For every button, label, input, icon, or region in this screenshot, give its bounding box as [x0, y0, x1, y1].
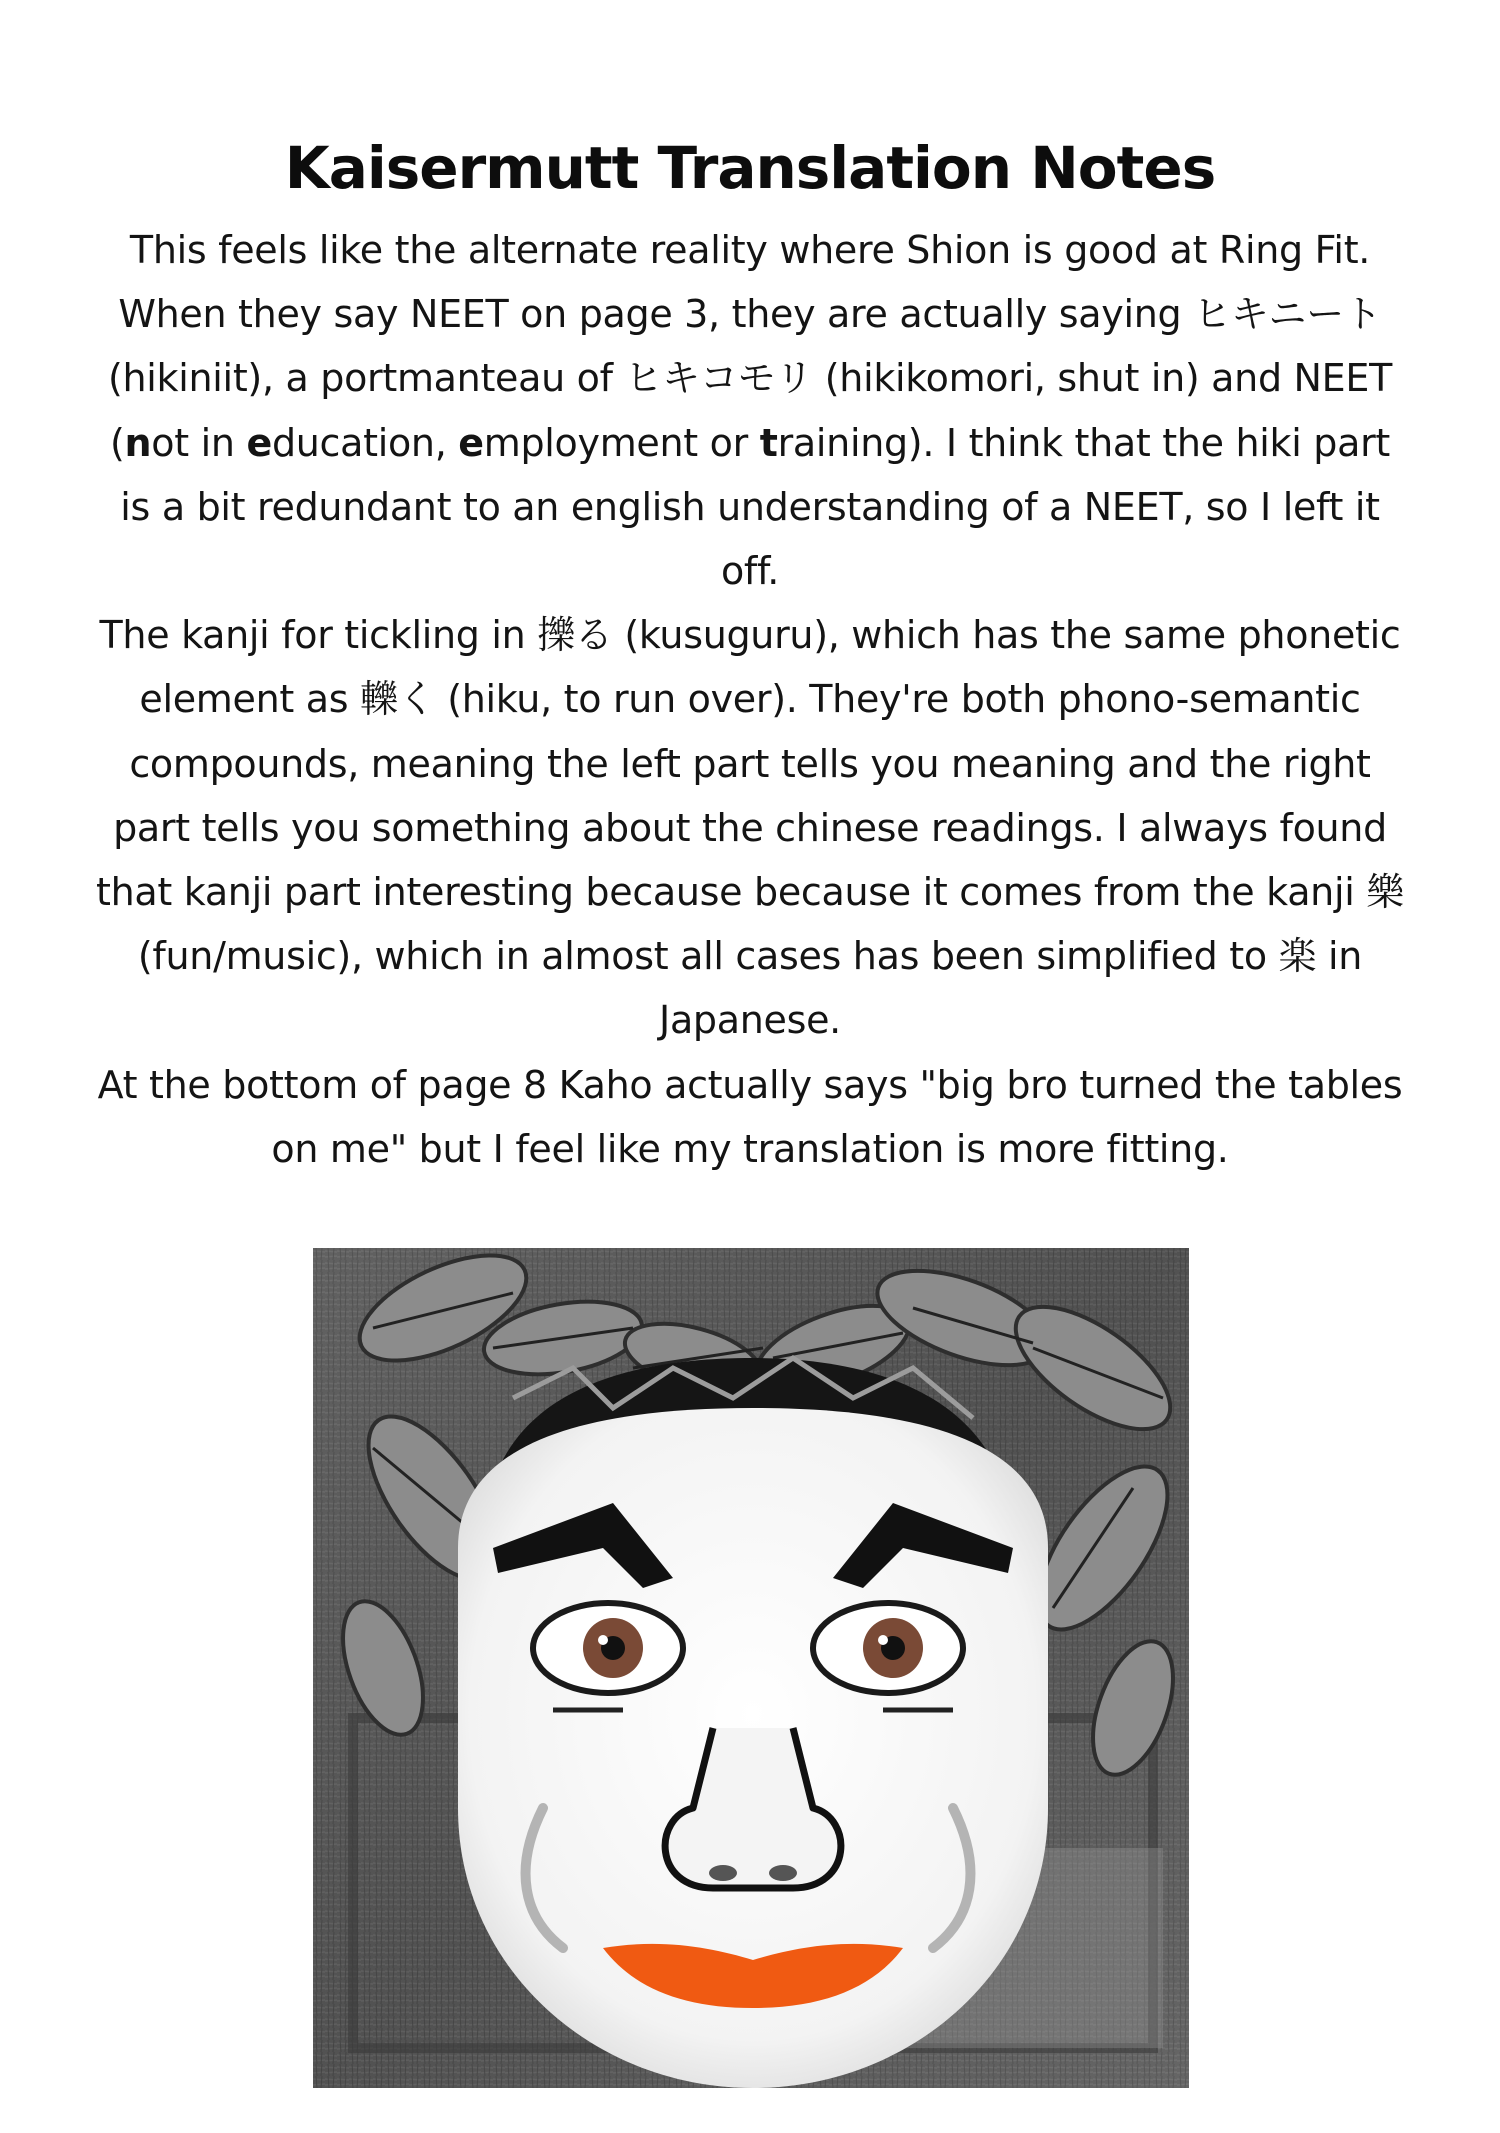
page-title: Kaisermutt Translation Notes: [284, 134, 1216, 202]
note-paragraph-kanji: The kanji for tickling in 擽る (kusuguru), which has the same phonetic element as 轢く (hiku, to run over). They're both phono-semantic compounds, meaning the left part tells you meaning and the right part tells you something about the chinese readings. I always found that kanji part interesting because because it comes from the kanji 樂 (fun/music), which in almost all cases has been simplified to 楽 in Japanese.: [96, 613, 1404, 1043]
note-paragraph-neet: [95, 282, 1405, 603]
neet-acronym-letter: e: [458, 420, 484, 465]
notes-body: [95, 218, 1405, 1181]
neet-text-part: raining). I think that the hiki part is a bit redundant to an english understanding of a NEET, so I left it off.: [120, 420, 1390, 594]
note-paragraph-ring-fit: This feels like the alternate reality where Shion is good at Ring Fit.: [129, 228, 1371, 272]
neet-text-part: ducation,: [271, 420, 459, 465]
avatar-portrait-image: [313, 1248, 1189, 2088]
neet-text-part: ot in: [151, 420, 247, 465]
laurel-crowned-avatar-face-icon: [313, 1248, 1189, 2088]
neet-acronym-letter: n: [124, 420, 152, 465]
neet-text-part: mployment or: [483, 420, 760, 465]
neet-text-part: When they say NEET on page 3, they are actually saying ヒキニート (hikiniit), a portmanteau of ヒキコモリ (hikikomori, shut in) and NEET (: [107, 292, 1393, 465]
neet-acronym-letter: e: [246, 420, 272, 465]
neet-acronym-letter: t: [759, 420, 778, 465]
note-paragraph-page-8: At the bottom of page 8 Kaho actually says "big bro turned the tables on me" but I feel like my translation is more fitting.: [97, 1062, 1403, 1171]
